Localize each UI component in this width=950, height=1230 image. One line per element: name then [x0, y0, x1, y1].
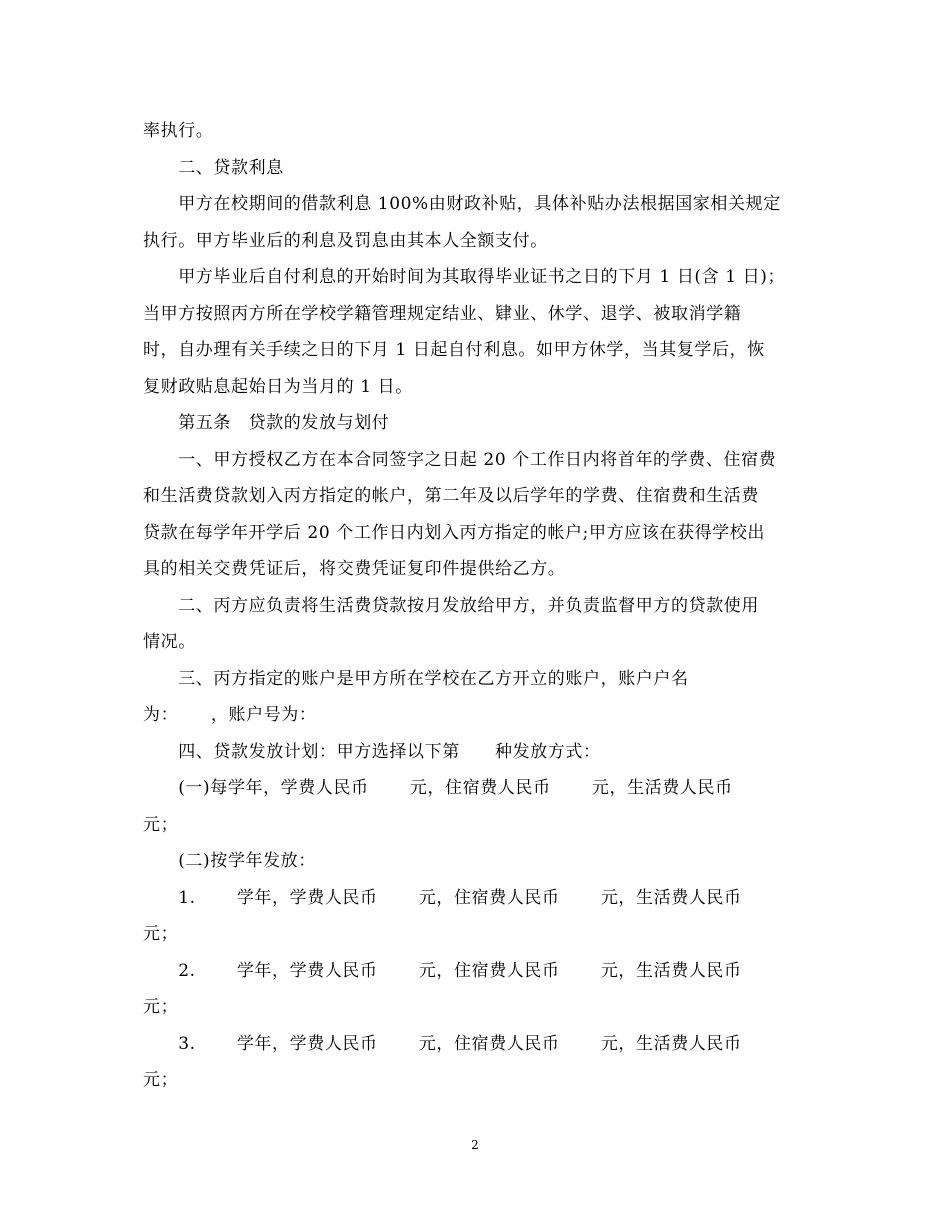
text-line: 复财政贴息起始日为当月的 1 日。	[143, 377, 413, 397]
text-line: 元；	[143, 1070, 179, 1090]
text-line: 元；	[143, 997, 179, 1017]
text-line: 当甲方按照丙方所在学校学籍管理规定结业、肄业、休学、退学、被取消学籍	[143, 304, 742, 324]
text-line: 2. 学年，学费人民币 元，住宿费人民币 元，生活费人民币	[143, 961, 742, 981]
text-line: 二、丙方应负责将生活费贷款按月发放给甲方，并负责监督甲方的贷款使用	[143, 596, 759, 616]
text-line: 具的相关交费凭证后，将交费凭证复印件提供给乙方。	[143, 559, 566, 579]
text-line: 一、甲方授权乙方在本合同签字之日起 20 个工作日内将首年的学费、住宿费	[143, 450, 777, 470]
text-line: 三、丙方指定的账户是甲方所在学校在乙方开立的账户，账户户名	[143, 669, 689, 689]
text-line: 情况。	[143, 632, 196, 652]
text-line: 率执行。	[143, 121, 214, 141]
text-line: 四、贷款发放计划：甲方选择以下第 种发放方式：	[143, 742, 601, 762]
article-heading: 第五条 贷款的发放与划付	[143, 413, 390, 433]
text-line: 元；	[143, 924, 179, 944]
text-line: 贷款在每学年开学后 20 个工作日内划入丙方指定的帐户;甲方应该在获得学校出	[143, 523, 765, 543]
section-heading: 二、贷款利息	[143, 158, 284, 178]
text-line: 元；	[143, 815, 179, 835]
text-line: 甲方在校期间的借款利息 100%由财政补贴，具体补贴办法根据国家相关规定	[143, 194, 781, 214]
text-line: 1. 学年，学费人民币 元，住宿费人民币 元，生活费人民币	[143, 888, 742, 908]
text-line: 甲方毕业后自付利息的开始时间为其取得毕业证书之日的下月 1 日(含 1 日)；	[143, 267, 786, 287]
text-line: (一)每学年，学费人民币 元，住宿费人民币 元，生活费人民币	[143, 778, 733, 798]
text-line: 3. 学年，学费人民币 元，住宿费人民币 元，生活费人民币	[143, 1034, 742, 1054]
page-number: 2	[471, 1138, 479, 1152]
text-line: (二)按学年发放：	[143, 851, 316, 871]
text-line: 和生活费贷款划入丙方指定的帐户，第二年及以后学年的学费、住宿费和生活费	[143, 486, 759, 506]
text-line: 执行。甲方毕业后的利息及罚息由其本人全额支付。	[143, 231, 548, 251]
text-line: 为： ，账户号为：	[143, 705, 317, 725]
text-line: 时，自办理有关手续之日的下月 1 日起自付利息。如甲方休学，当其复学后，恢	[143, 340, 765, 360]
